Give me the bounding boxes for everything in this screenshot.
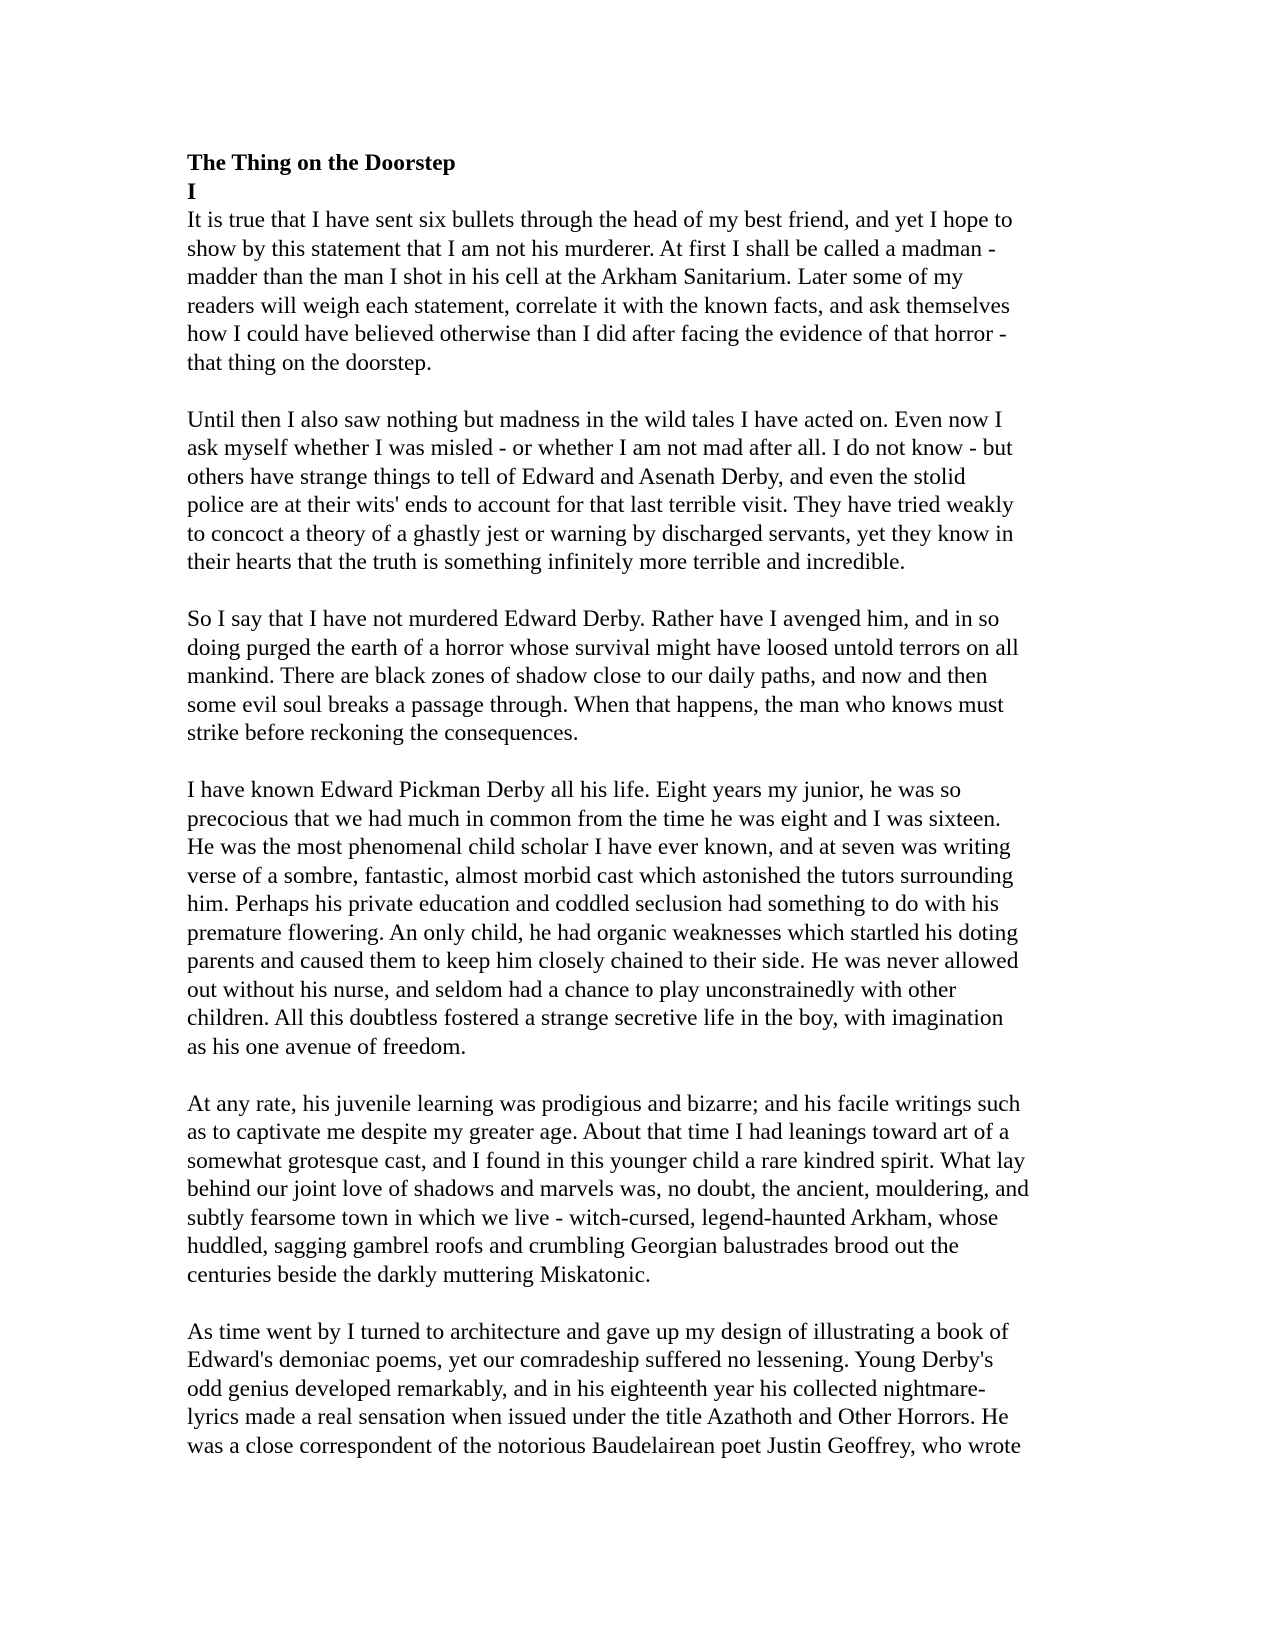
document-title: The Thing on the Doorstep bbox=[187, 150, 456, 176]
text-line: mankind. There are black zones of shadow close to our daily paths, and now and then bbox=[187, 663, 988, 689]
text-line: how I could have believed otherwise than I did after facing the evidence of that horror - bbox=[187, 321, 1007, 347]
paragraph-5 bbox=[187, 1090, 1087, 1290]
text-line: some evil soul breaks a passage through. When that happens, the man who knows must bbox=[187, 691, 1004, 718]
text-line: It is true that I have sent six bullets through the head of my best friend, and yet I hope to bbox=[187, 207, 1013, 233]
paragraph-2 bbox=[187, 406, 1087, 577]
text-line: to concoct a theory of a ghastly jest or warning by discharged servants, yet they know in bbox=[187, 520, 1014, 547]
text-line: doing purged the earth of a horror whose survival might have loosed untold terrors on all bbox=[187, 634, 1019, 661]
paragraph-gap bbox=[187, 377, 1087, 406]
text-line: readers will weigh each statement, correlate it with the known facts, and ask themselves bbox=[187, 292, 1010, 319]
text-line: huddled, sagging gambrel roofs and crumbling Georgian balustrades brood out the bbox=[187, 1233, 959, 1259]
text-line: strike before reckoning the consequences. bbox=[187, 720, 579, 746]
text-line: show by this statement that I am not his murderer. At first I shall be called a madman - bbox=[187, 235, 996, 262]
paragraph-gap bbox=[187, 748, 1087, 777]
paragraph-gap bbox=[187, 1289, 1087, 1318]
paragraph-1 bbox=[187, 206, 1087, 377]
text-line: police are at their wits' ends to account for that last terrible visit. They have tried weakly bbox=[187, 492, 1014, 518]
paragraph-6 bbox=[187, 1318, 1087, 1461]
text-line: ask myself whether I was misled - or whether I am not mad after all. I do not know - but bbox=[187, 435, 1013, 461]
text-line: as his one avenue of freedom. bbox=[187, 1033, 467, 1060]
text-line: He was the most phenomenal child scholar I have ever known, and at seven was writing bbox=[187, 834, 1011, 860]
text-line: out without his nurse, and seldom had a chance to play unconstrainedly with other bbox=[187, 976, 957, 1003]
text-line: Until then I also saw nothing but madness in the wild tales I have acted on. Even now I bbox=[187, 406, 1003, 433]
text-line: was a close correspondent of the notorious Baudelairean poet Justin Geoffrey, who wrote bbox=[187, 1432, 1022, 1459]
section-number: I bbox=[187, 178, 197, 205]
text-line: children. All this doubtless fostered a strange secretive life in the boy, with imagination bbox=[187, 1005, 1004, 1031]
paragraph-gap bbox=[187, 577, 1087, 606]
text-line: At any rate, his juvenile learning was prodigious and bizarre; and his facile writings such bbox=[187, 1090, 1021, 1117]
text-line: as to captivate me despite my greater age. About that time I had leanings toward art of a bbox=[187, 1119, 1010, 1145]
text-line: odd genius developed remarkably, and in his eighteenth year his collected nightmare- bbox=[187, 1375, 986, 1402]
text-line: I have known Edward Pickman Derby all his life. Eight years my junior, he was so bbox=[187, 777, 962, 803]
text-line: subtly fearsome town in which we live - witch-cursed, legend-haunted Arkham, whose bbox=[187, 1204, 999, 1231]
text-line: parents and caused them to keep him closely chained to their side. He was never allowed bbox=[187, 948, 1019, 974]
document-body bbox=[187, 149, 1087, 1460]
paragraph-gap bbox=[187, 1061, 1087, 1090]
text-line: centuries beside the darkly muttering Miskatonic. bbox=[187, 1261, 651, 1288]
text-line: Edward's demoniac poems, yet our comradeship suffered no lessening. Young Derby's bbox=[187, 1347, 994, 1373]
paragraph-3 bbox=[187, 605, 1087, 748]
text-line: So I say that I have not murdered Edward Derby. Rather have I avenged him, and in so bbox=[187, 606, 1000, 632]
text-line: As time went by I turned to architecture and gave up my design of illustrating a book of bbox=[187, 1318, 1009, 1345]
paragraph-4 bbox=[187, 776, 1087, 1061]
text-line: their hearts that the truth is something infinitely more terrible and incredible. bbox=[187, 549, 906, 575]
text-line: behind our joint love of shadows and marvels was, no doubt, the ancient, mouldering, and bbox=[187, 1176, 1029, 1202]
text-line: somewhat grotesque cast, and I found in this younger child a rare kindred spirit. What lay bbox=[187, 1147, 1026, 1174]
text-line: verse of a sombre, fantastic, almost morbid cast which astonished the tutors surrounding bbox=[187, 862, 1014, 889]
text-line: him. Perhaps his private education and coddled seclusion had something to do with his bbox=[187, 891, 1000, 917]
text-line: others have strange things to tell of Edward and Asenath Derby, and even the stolid bbox=[187, 463, 966, 490]
text-line: that thing on the doorstep. bbox=[187, 349, 432, 376]
text-line: madder than the man I shot in his cell at the Arkham Sanitarium. Later some of my bbox=[187, 264, 964, 290]
text-line: premature flowering. An only child, he had organic weaknesses which startled his doting bbox=[187, 919, 1019, 946]
text-line: lyrics made a real sensation when issued under the title Azathoth and Other Horrors. He bbox=[187, 1404, 1009, 1430]
text-line: precocious that we had much in common from the time he was eight and I was sixteen. bbox=[187, 805, 1001, 832]
